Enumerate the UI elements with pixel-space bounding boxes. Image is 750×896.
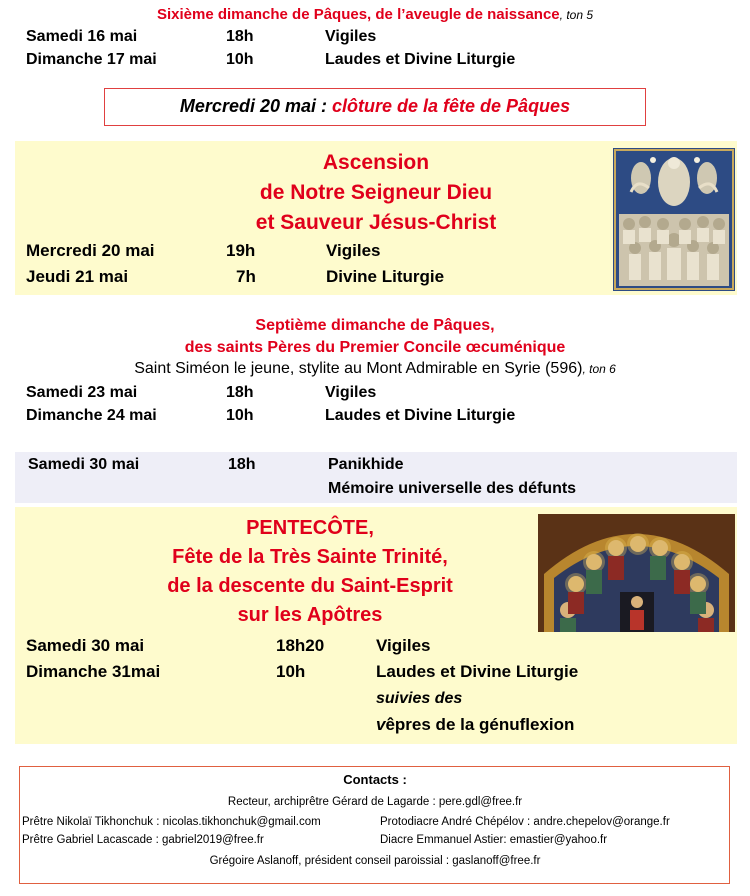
row-day: Samedi 16 mai bbox=[26, 28, 138, 45]
row-day: Dimanche 17 mai bbox=[26, 51, 157, 68]
row-service: Laudes et Divine Liturgie bbox=[325, 51, 516, 68]
row-time: 19h bbox=[226, 241, 256, 260]
seventh-sunday-title bbox=[0, 315, 750, 359]
row-day: Dimanche 31mai bbox=[26, 662, 161, 681]
row-service: Vigiles bbox=[325, 28, 377, 45]
contacts-title: Contacts : bbox=[343, 772, 407, 787]
contact-recteur: Recteur, archiprêtre Gérard de Lagarde : pere.gdl@free.fr bbox=[227, 796, 523, 808]
row-time: 18h20 bbox=[276, 636, 325, 655]
row-service: Divine Liturgie bbox=[326, 267, 445, 286]
row-service: Vigiles bbox=[376, 636, 431, 655]
schedule-row bbox=[0, 662, 750, 684]
pentecost-title-line: Fête de la Très Sainte Trinité, bbox=[172, 546, 448, 568]
ascension-title-line: et Sauveur Jésus-Christ bbox=[255, 211, 497, 234]
sixth-sunday-title bbox=[0, 6, 750, 23]
row-service: Vigiles bbox=[325, 384, 377, 401]
vepres-text: êpres de la génuflexion bbox=[385, 715, 575, 734]
row-service: Panikhide bbox=[328, 456, 404, 473]
sixth-sunday-title-text: Sixième dimanche de Pâques, de l’aveugle de naissance bbox=[156, 6, 560, 23]
saint-commemoration bbox=[0, 360, 750, 378]
suivies-text: suivies des bbox=[376, 690, 463, 707]
row-day: Mercredi 20 mai bbox=[26, 241, 155, 260]
schedule-row bbox=[0, 384, 750, 404]
seventh-title-line: Septième dimanche de Pâques, bbox=[255, 317, 495, 334]
seventh-title-line: des saints Pères du Premier Concile œcuménique bbox=[184, 339, 566, 356]
schedule-row bbox=[0, 636, 750, 658]
row-time: 7h bbox=[236, 267, 256, 286]
schedule-row bbox=[0, 241, 750, 263]
contact-president: Grégoire Aslanoff, président conseil paroissial : gaslanoff@free.fr bbox=[209, 855, 541, 867]
pentecost-title-line: de la descente du Saint-Esprit bbox=[167, 575, 453, 597]
row-time: 18h bbox=[226, 28, 254, 45]
row-time: 10h bbox=[276, 662, 306, 681]
row-day: Samedi 30 mai bbox=[26, 636, 145, 655]
schedule-row-continuation bbox=[0, 715, 750, 737]
ascension-title-line: Ascension bbox=[322, 151, 430, 174]
schedule-row bbox=[0, 267, 750, 289]
vepres-initial: v bbox=[376, 715, 386, 734]
row-service: Vigiles bbox=[326, 241, 381, 260]
row-day: Jeudi 21 mai bbox=[26, 267, 129, 286]
row-time: 10h bbox=[226, 407, 254, 424]
ascension-title-line: de Notre Seigneur Dieu bbox=[259, 181, 493, 204]
row-service: Laudes et Divine Liturgie bbox=[325, 407, 516, 424]
ton-label: , ton 5 bbox=[559, 8, 594, 22]
pentecost-icon-illustration bbox=[538, 514, 735, 632]
pentecost-icon-image bbox=[538, 514, 735, 632]
contact-diacre-emmanuel: Diacre Emmanuel Astier: emastier@yahoo.fr bbox=[380, 834, 608, 846]
row-day: Samedi 23 mai bbox=[26, 384, 138, 401]
row-time: 18h bbox=[228, 456, 256, 473]
pentecost-title bbox=[80, 514, 540, 630]
row-service: Laudes et Divine Liturgie bbox=[376, 662, 579, 681]
row-day: Samedi 30 mai bbox=[28, 456, 140, 473]
schedule-row bbox=[0, 407, 750, 427]
pentecost-title-line: PENTECÔTE, bbox=[246, 517, 374, 539]
ton-label: , ton 6 bbox=[582, 362, 616, 376]
schedule-row-continuation bbox=[0, 480, 750, 500]
contact-pretre-gabriel: Prêtre Gabriel Lacascade : gabriel2019@free.fr bbox=[22, 834, 264, 846]
pentecost-title-line: sur les Apôtres bbox=[237, 604, 383, 626]
schedule-row bbox=[0, 28, 750, 48]
row-service: Mémoire universelle des défunts bbox=[328, 480, 577, 497]
row-time: 18h bbox=[226, 384, 254, 401]
closing-text: clôture de la fête de Pâques bbox=[332, 96, 571, 116]
schedule-row bbox=[0, 51, 750, 71]
closing-date: Mercredi 20 mai : bbox=[179, 96, 332, 116]
easter-closing-box bbox=[104, 88, 646, 126]
row-day: Dimanche 24 mai bbox=[26, 407, 157, 424]
schedule-row-continuation bbox=[0, 690, 750, 710]
schedule-row bbox=[0, 456, 750, 476]
saint-text: Saint Siméon le jeune, stylite au Mont Admirable en Syrie (596) bbox=[134, 360, 583, 377]
contact-pretre-nikolai: Prêtre Nikolaï Tikhonchuk : nicolas.tikhonchuk@gmail.com bbox=[22, 816, 321, 828]
contact-protodiacre-andre: Protodiacre André Chépélov : andre.chepelov@orange.fr bbox=[380, 816, 670, 828]
row-time: 10h bbox=[226, 51, 254, 68]
